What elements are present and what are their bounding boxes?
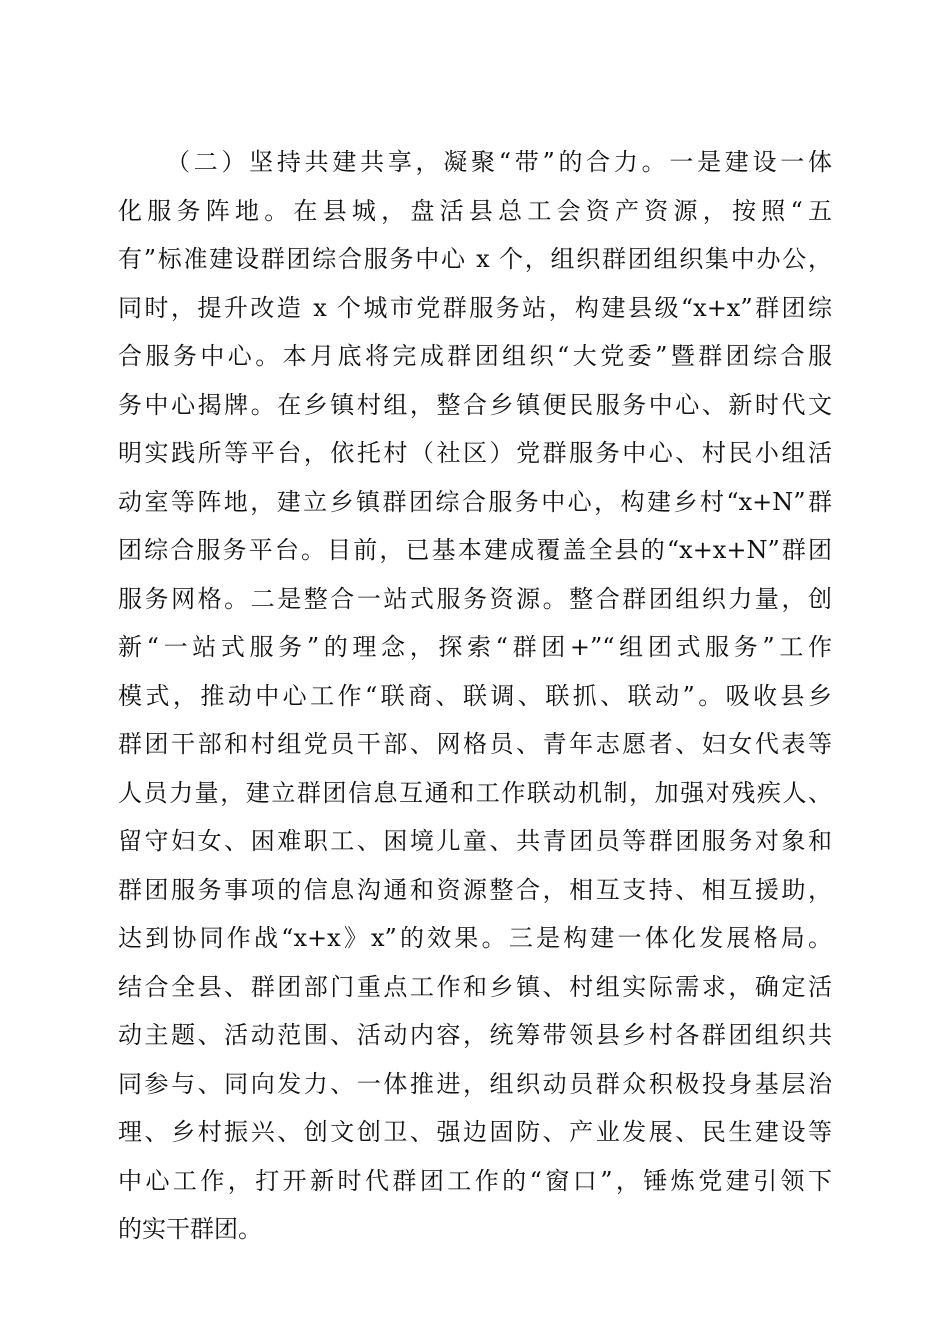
paragraph-line: 动室等阵地，建立乡镇群团综合服务中心，构建乡村“x+N”群 <box>118 487 832 516</box>
paragraph-line: 群团干部和村组党员干部、网格员、青年志愿者、妇女代表等 <box>118 730 832 758</box>
paragraph-line: 的实干群团。 <box>118 1215 262 1243</box>
body-paragraph <box>118 138 832 1254</box>
paragraph-line: 人员力量，建立群团信息互通和工作联动机制，加强对残疾人、 <box>118 778 832 807</box>
paragraph-line: 服务网格。二是整合一站式服务资源。整合群团组织力量，创 <box>118 584 832 613</box>
paragraph-line: 合服务中心。本月底将完成群团组织“大党委”暨群团综合服 <box>118 342 832 370</box>
paragraph-line: 模式，推动中心工作“联商、联调、联抓、联动”。吸收县乡 <box>118 681 832 710</box>
paragraph-line: 留守妇女、困难职工、困境儿童、共青团员等群团服务对象和 <box>118 827 832 855</box>
paragraph-line: 动主题、活动范围、活动内容，统筹带领县乡村各群团组织共 <box>118 1021 832 1049</box>
paragraph-line: 中心工作，打开新时代群团工作的“窗口”，锤炼党建引领下 <box>118 1166 832 1195</box>
paragraph-line: 结合全县、群团部门重点工作和乡镇、村组实际需求，确定活 <box>118 972 832 1001</box>
paragraph-line: 同时，提升改造 x 个城市党群服务站，构建县级“x+x”群团综 <box>118 293 832 322</box>
paragraph-line: 团综合服务平台。目前，已基本建成覆盖全县的“x+x+N”群团 <box>118 536 832 564</box>
paragraph-line: 新“一站式服务”的理念，探索“群团+”“组团式服务”工作 <box>118 633 832 661</box>
paragraph-line: 理、乡村振兴、创文创卫、强边固防、产业发展、民生建设等 <box>118 1118 832 1146</box>
paragraph-line: 化服务阵地。在县城，盘活县总工会资产资源，按照“五 <box>118 196 832 225</box>
paragraph-line: 务中心揭牌。在乡镇村组，整合乡镇便民服务中心、新时代文 <box>118 390 832 419</box>
paragraph-line: 有”标准建设群团综合服务中心 x 个，组织群团组织集中办公， <box>118 245 832 273</box>
paragraph-line: 同参与、同向发力、一体推进，组织动员群众积极投身基层治 <box>118 1069 832 1098</box>
paragraph-line: 明实践所等平台，依托村（社区）党群服务中心、村民小组活 <box>118 439 832 467</box>
paragraph-line: （二）坚持共建共享，凝聚“带”的合力。一是建设一体 <box>166 148 832 176</box>
paragraph-line: 达到协同作战“x+x》x”的效果。三是构建一体化发展格局。 <box>118 924 832 952</box>
paragraph-line: 群团服务事项的信息沟通和资源整合，相互支持、相互援助， <box>118 875 832 904</box>
